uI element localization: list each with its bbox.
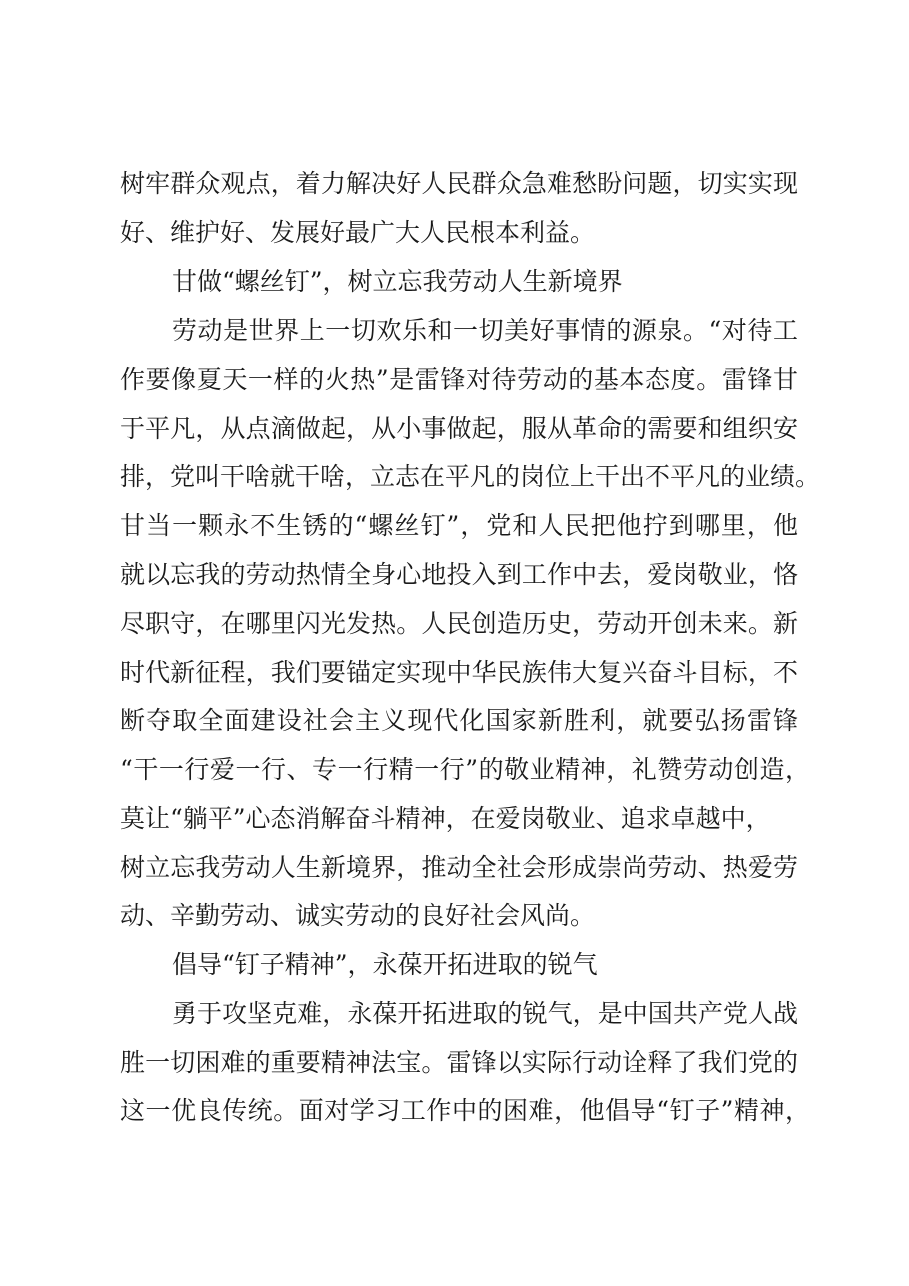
line-text: 树牢群众观点，着力解决好人民群众急难愁盼问题，切实实现	[120, 169, 798, 198]
line-text: 好、维护好、发展好最广大人民根本利益。	[120, 218, 596, 247]
section-heading	[0, 262, 909, 302]
line-text: 尽职守，在哪里闪光发热。人民创造历史，劳动开创未来。新	[120, 609, 798, 638]
text-line	[0, 1043, 909, 1083]
heading-text: 倡导“钉子精神”，永葆开拓进取的锐气	[172, 950, 598, 979]
section-heading	[0, 945, 909, 985]
heading-text: 甘做“螺丝钉”，树立忘我劳动人生新境界	[172, 267, 623, 296]
line-text: 树立忘我劳动人生新境界，推动全社会形成崇尚劳动、热爱劳	[120, 853, 798, 882]
line-text: 莫让“躺平”心态消解奋斗精神，在爱岗敬业、追求卓越中，	[120, 804, 771, 833]
line-text: 甘当一颗永不生锈的“螺丝钉”，党和人民把他拧到哪里，他	[120, 511, 798, 540]
text-line	[0, 653, 909, 693]
text-line	[0, 896, 909, 936]
text-line	[0, 848, 909, 888]
text-line	[0, 555, 909, 595]
text-line	[0, 799, 909, 839]
text-line	[0, 604, 909, 644]
text-line	[0, 409, 909, 449]
line-text: 断夺取全面建设社会主义现代化国家新胜利，就要弘扬雷锋	[120, 706, 798, 735]
line-text: 就以忘我的劳动热情全身心地投入到工作中去，爱岗敬业，恪	[120, 560, 798, 589]
text-line	[0, 311, 909, 351]
text-line	[0, 750, 909, 790]
line-text: “干一行爱一行、专一行精一行”的敬业精神，礼赞劳动创造，	[120, 755, 810, 784]
line-text: 动、辛勤劳动、诚实劳动的良好社会风尚。	[120, 901, 596, 930]
line-text: 于平凡，从点滴做起，从小事做起，服从革命的需要和组织安	[120, 414, 798, 443]
text-line	[0, 164, 909, 204]
line-text: 作要像夏天一样的火热”是雷锋对待劳动的基本态度。雷锋甘	[120, 365, 798, 394]
text-line	[0, 994, 909, 1034]
line-text: 胜一切困难的重要精神法宝。雷锋以实际行动诠释了我们党的	[120, 1048, 798, 1077]
text-line	[0, 360, 909, 400]
text-line	[0, 457, 909, 497]
line-text: 劳动是世界上一切欢乐和一切美好事情的源泉。“对待工	[172, 316, 798, 345]
line-text: 时代新征程，我们要锚定实现中华民族伟大复兴奋斗目标，不	[120, 658, 798, 687]
text-line	[0, 1091, 909, 1131]
line-text: 勇于攻坚克难，永葆开拓进取的锐气，是中国共产党人战	[172, 999, 798, 1028]
line-text: 排，党叫干啥就干啥，立志在平凡的岗位上干出不平凡的业绩。	[120, 462, 821, 491]
text-line	[0, 213, 909, 253]
text-line	[0, 506, 909, 546]
line-text: 这一优良传统。面对学习工作中的困难，他倡导“钉子”精神，	[120, 1096, 810, 1125]
text-line	[0, 701, 909, 741]
